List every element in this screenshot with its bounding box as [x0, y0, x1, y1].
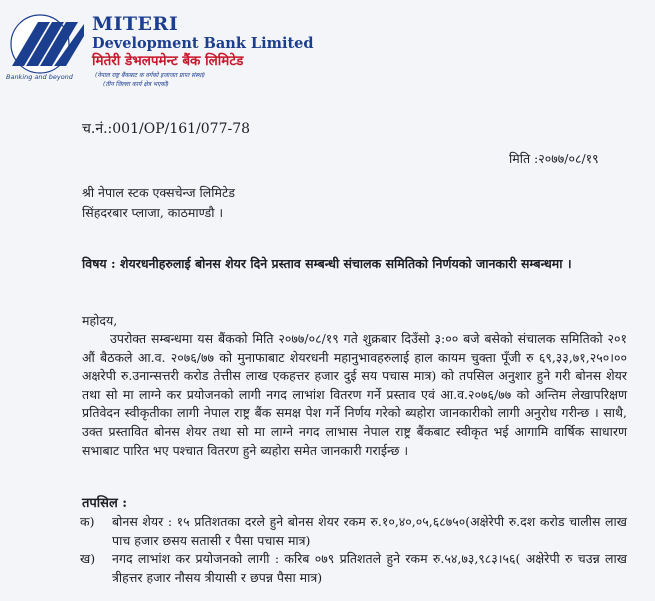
details-item-mark: क) — [80, 514, 95, 529]
bank-license-note: (नेपाल राष्ट्र बैंकबाट क वर्गको इजाजत प्राप्त संस्था) — [95, 72, 206, 79]
letter-subject: विषय : शेयरधनीहरुलाई बोनस शेयर दिने प्रस्ताव सम्बन्धी संचालक समितिको निर्णयको जानकारी सम्बन्धमा । — [82, 256, 572, 271]
bank-area-note: (तीन जिल्ला कार्य क्षेत्र भएको) — [103, 81, 169, 88]
salutation: महोदय, — [82, 313, 118, 328]
details-item-text: बोनस शेयर : १५ प्रतिशतका दरले हुने बोनस शेयर रकम रु.१०,४०,०५,६८७५०(अक्षेरेपी रु.दश करोड चालीस लाख पाच हजार छसय सतासी र पैसा पचास मात्र) — [112, 514, 627, 548]
body-paragraph: उपरोक्त सम्बन्धमा यस बैंकको मिति २०७७/०८/१९ गते शुक्रबार दिउँसो ३:०० बजे बसेको संचालक समितिको २०१ औं बैठकले आ.व. २०७६/७७ को मुनाफाबाट शेयरधनी महानुभावहरुलाई हाल कायम चुक्ता पूँजी रु ६९,३३,७१,२५०।०० अक्षरेपी रु.उनान्सत्तरी करोड तेत्तीस लाख एकहत्तर हजार दुई सय पचास मात्र) को तपसिल अनुशार हुने गरी बोनस शेयर तथा सो मा लाग्ने कर प्रयोजनको लागी नगद लाभांश वितरण गर्ने प्रस्ताव एवं आ.व.२०७६/७७ को अन्तिम लेखापरिक्षण प्रतिवेदन स्वीकृतीका लागी नेपाल राष्ट्र बैंक समक्ष पेश गर्ने निर्णय गरेको ब्यहोरा जानकारीको लागी अनुरोध गरीन्छ । साथै, उक्त प्रस्तावित बोनस शेयर तथा सो मा लाग्ने नगद लाभास नेपाल राष्ट्र बैंकबाट स्वीकृत भई आगामि वार्षिक साधारण सभाबाट पारित भए पश्चात वितरण हुने ब्यहोरा समेत जानकारी गराईन्छ । — [82, 331, 627, 458]
details-item-mark: ख) — [80, 551, 96, 566]
details-item-text: नगद लाभांश कर प्रयोजनको लागी : करिब ०७९ प्रतिशतले हुने रकम रु.५४,७३,९८३।५६( अक्षेरेपी रु चउन्न लाख त्रीहत्तर हजार नौसय त्रीयासी र छपन्न पैसा मात्र) — [112, 551, 627, 585]
recipient-address: सिंहदरबार प्लाजा, काठमाण्डौ । — [82, 205, 224, 220]
bank-tagline: Banking and beyond — [6, 73, 73, 81]
bank-subtitle: Development Bank Limited — [92, 35, 314, 52]
bank-logo-icon — [6, 14, 84, 74]
recipient-name: श्री नेपाल स्टक एक्सचेन्ज लिमिटेड — [82, 185, 235, 200]
bank-name: MITERI — [92, 13, 179, 35]
bank-name-nepali: मितेरी डेभलपमेन्ट बैंक लिमिटेड — [92, 53, 244, 69]
letter-date: मिति :२०७७/०८/१९ — [509, 151, 599, 166]
details-heading: तपसिल : — [82, 496, 128, 511]
reference-number: च.नं.:001/OP/161/077-78 — [82, 121, 251, 137]
